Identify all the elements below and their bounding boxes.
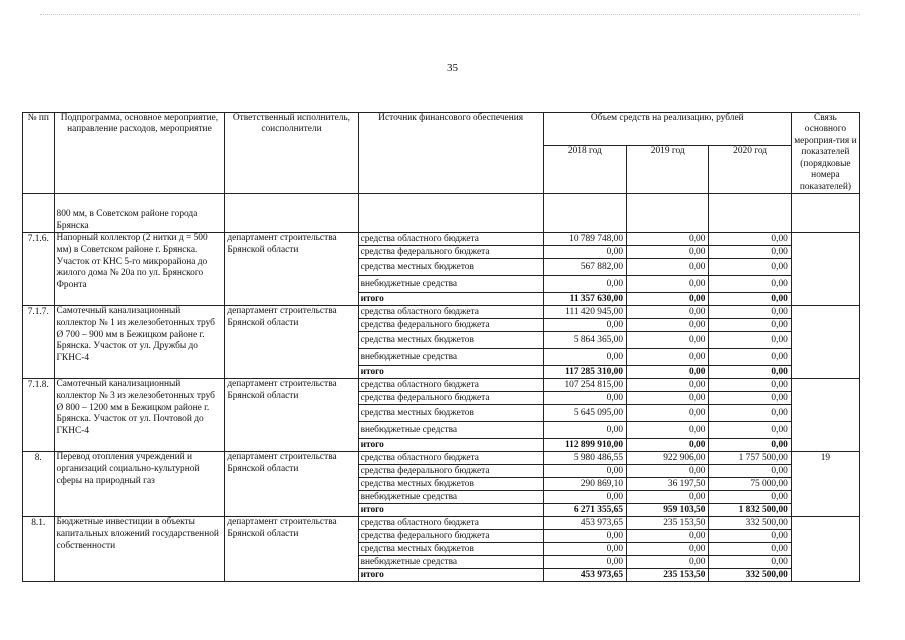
funding-source: средства областного бюджета bbox=[358, 452, 543, 465]
item-responsible: департамент строительства Брянской области bbox=[225, 452, 358, 517]
continuation-empty-cell bbox=[791, 194, 859, 233]
indicator-link bbox=[791, 379, 859, 452]
amount-2020: 1 832 500,00 bbox=[709, 504, 791, 517]
item-number: 8.1. bbox=[23, 517, 55, 582]
header-name: Подпрограмма, основное мероприятие, направление расходов, мероприятие bbox=[54, 113, 225, 194]
amount-2019: 0,00 bbox=[627, 405, 709, 422]
amount-2018: 0,00 bbox=[543, 422, 626, 439]
continuation-empty-cell bbox=[709, 194, 791, 233]
indicator-link bbox=[791, 233, 859, 306]
amount-2019: 0,00 bbox=[627, 439, 709, 452]
amount-2020: 332 500,00 bbox=[709, 517, 791, 530]
table-row bbox=[23, 517, 860, 530]
indicator-link bbox=[791, 517, 859, 582]
amount-2020: 0,00 bbox=[709, 366, 791, 379]
amount-2018: 0,00 bbox=[543, 465, 626, 478]
amount-2018: 5 980 486,55 bbox=[543, 452, 626, 465]
amount-2020: 0,00 bbox=[709, 379, 791, 392]
funding-source: внебюджетные средства bbox=[358, 276, 543, 293]
header-num: № пп bbox=[23, 113, 55, 194]
amount-2018: 11 357 630,00 bbox=[543, 293, 626, 306]
amount-2018: 0,00 bbox=[543, 543, 626, 556]
item-number: 7.1.6. bbox=[23, 233, 55, 306]
funding-source: средства федерального бюджета bbox=[358, 465, 543, 478]
amount-2020: 0,00 bbox=[709, 306, 791, 319]
header-year-2020: 2020 год bbox=[709, 145, 791, 194]
funding-source: средства областного бюджета bbox=[358, 379, 543, 392]
funding-source: итого bbox=[358, 366, 543, 379]
funding-source: средства местных бюджетов bbox=[358, 332, 543, 349]
funding-source: средства федерального бюджета bbox=[358, 319, 543, 332]
funding-source: средства местных бюджетов bbox=[358, 543, 543, 556]
amount-2020: 0,00 bbox=[709, 276, 791, 293]
budget-table bbox=[22, 112, 860, 582]
amount-2019: 0,00 bbox=[627, 332, 709, 349]
amount-2018: 453 973,65 bbox=[543, 569, 626, 582]
amount-2018: 107 254 815,00 bbox=[543, 379, 626, 392]
amount-2020: 0,00 bbox=[709, 543, 791, 556]
amount-2018: 6 271 355,65 bbox=[543, 504, 626, 517]
funding-source: средства федерального бюджета bbox=[358, 246, 543, 259]
continuation-empty-cell bbox=[543, 194, 626, 233]
amount-2020: 0,00 bbox=[709, 319, 791, 332]
amount-2020: 0,00 bbox=[709, 465, 791, 478]
amount-2019: 0,00 bbox=[627, 233, 709, 246]
amount-2020: 0,00 bbox=[709, 491, 791, 504]
item-description: Самотечный канализационный коллектор № 1 из железобетонных труб Ø 700 – 900 мм в Бежицком районе г. Брянска. Участок от ул. Дружбы до ГКНС-4 bbox=[54, 306, 225, 379]
amount-2018: 5 645 095,00 bbox=[543, 405, 626, 422]
amount-2018: 112 899 910,00 bbox=[543, 439, 626, 452]
indicator-link: 19 bbox=[791, 452, 859, 517]
amount-2020: 0,00 bbox=[709, 422, 791, 439]
funding-source: средства местных бюджетов bbox=[358, 478, 543, 491]
amount-2018: 0,00 bbox=[543, 349, 626, 366]
amount-2019: 0,00 bbox=[627, 465, 709, 478]
item-responsible: департамент строительства Брянской области bbox=[225, 517, 358, 582]
amount-2019: 0,00 bbox=[627, 543, 709, 556]
funding-source: средства местных бюджетов bbox=[358, 259, 543, 276]
scan-artifact-dots bbox=[40, 14, 860, 17]
table-body bbox=[23, 194, 860, 582]
item-number: 7.1.8. bbox=[23, 379, 55, 452]
amount-2020: 75 000,00 bbox=[709, 478, 791, 491]
header-link: Связь основного мероприя-тия и показателей (порядковые номера показателей) bbox=[791, 113, 859, 194]
amount-2020: 0,00 bbox=[709, 439, 791, 452]
funding-source: средства областного бюджета bbox=[358, 517, 543, 530]
item-description: Бюджетные инвестиции в объекты капитальных вложений государственной собственности bbox=[54, 517, 225, 582]
amount-2018: 111 420 945,00 bbox=[543, 306, 626, 319]
continuation-empty-cell bbox=[225, 194, 358, 233]
amount-2018: 453 973,65 bbox=[543, 517, 626, 530]
amount-2019: 959 103,50 bbox=[627, 504, 709, 517]
amount-2020: 0,00 bbox=[709, 233, 791, 246]
amount-2018: 567 882,00 bbox=[543, 259, 626, 276]
amount-2020: 0,00 bbox=[709, 332, 791, 349]
amount-2019: 0,00 bbox=[627, 276, 709, 293]
amount-2018: 0,00 bbox=[543, 246, 626, 259]
amount-2019: 0,00 bbox=[627, 491, 709, 504]
amount-2020: 0,00 bbox=[709, 349, 791, 366]
funding-source: итого bbox=[358, 569, 543, 582]
amount-2019: 0,00 bbox=[627, 246, 709, 259]
amount-2020: 0,00 bbox=[709, 530, 791, 543]
item-number: 8. bbox=[23, 452, 55, 517]
amount-2020: 0,00 bbox=[709, 259, 791, 276]
funding-source: внебюджетные средства bbox=[358, 422, 543, 439]
table-row bbox=[23, 452, 860, 465]
funding-source: итого bbox=[358, 504, 543, 517]
amount-2018: 5 864 365,00 bbox=[543, 332, 626, 349]
amount-2019: 0,00 bbox=[627, 349, 709, 366]
funding-source: средства федерального бюджета bbox=[358, 392, 543, 405]
funding-source: средства областного бюджета bbox=[358, 233, 543, 246]
table-row bbox=[23, 233, 860, 246]
amount-2018: 0,00 bbox=[543, 392, 626, 405]
amount-2019: 36 197,50 bbox=[627, 478, 709, 491]
item-description: Напорный коллектор (2 нитки д = 500 мм) в Советском районе г. Брянска. Участок от КНС 5-го микрорайона до жилого дома № 20а по ул. Брянского Фронта bbox=[54, 233, 225, 306]
funding-source: внебюджетные средства bbox=[358, 491, 543, 504]
amount-2019: 922 906,00 bbox=[627, 452, 709, 465]
amount-2019: 0,00 bbox=[627, 293, 709, 306]
amount-2018: 0,00 bbox=[543, 319, 626, 332]
continuation-row bbox=[23, 194, 860, 233]
amount-2020: 332 500,00 bbox=[709, 569, 791, 582]
amount-2019: 235 153,50 bbox=[627, 569, 709, 582]
table-row bbox=[23, 379, 860, 392]
header-year-2019: 2019 год bbox=[627, 145, 709, 194]
header-volume: Объем средств на реализацию, рублей bbox=[543, 113, 791, 146]
amount-2020: 0,00 bbox=[709, 246, 791, 259]
item-responsible: департамент строительства Брянской области bbox=[225, 379, 358, 452]
amount-2018: 117 285 310,00 bbox=[543, 366, 626, 379]
amount-2018: 0,00 bbox=[543, 556, 626, 569]
indicator-link bbox=[791, 306, 859, 379]
item-responsible: департамент строительства Брянской области bbox=[225, 306, 358, 379]
header-responsible: Ответственный исполнитель, соисполнители bbox=[225, 113, 358, 194]
funding-source: внебюджетные средства bbox=[358, 556, 543, 569]
amount-2020: 0,00 bbox=[709, 392, 791, 405]
amount-2018: 0,00 bbox=[543, 491, 626, 504]
funding-source: итого bbox=[358, 293, 543, 306]
header-year-2018: 2018 год bbox=[543, 145, 626, 194]
amount-2019: 0,00 bbox=[627, 556, 709, 569]
amount-2019: 0,00 bbox=[627, 306, 709, 319]
funding-source: внебюджетные средства bbox=[358, 349, 543, 366]
amount-2020: 0,00 bbox=[709, 293, 791, 306]
amount-2019: 0,00 bbox=[627, 366, 709, 379]
amount-2020: 0,00 bbox=[709, 405, 791, 422]
page-number: 35 bbox=[447, 62, 458, 74]
continuation-empty-cell bbox=[358, 194, 543, 233]
amount-2018: 290 869,10 bbox=[543, 478, 626, 491]
funding-source: средства областного бюджета bbox=[358, 306, 543, 319]
amount-2019: 235 153,50 bbox=[627, 517, 709, 530]
item-description: Перевод отопления учреждений и организаций социально-культурной сферы на природный газ bbox=[54, 452, 225, 517]
amount-2019: 0,00 bbox=[627, 392, 709, 405]
amount-2018: 10 789 748,00 bbox=[543, 233, 626, 246]
continuation-text: 800 мм, в Советском районе города Брянска bbox=[54, 194, 225, 233]
amount-2018: 0,00 bbox=[543, 530, 626, 543]
funding-source: средства местных бюджетов bbox=[358, 405, 543, 422]
amount-2019: 0,00 bbox=[627, 422, 709, 439]
continuation-empty-cell bbox=[627, 194, 709, 233]
amount-2019: 0,00 bbox=[627, 319, 709, 332]
amount-2020: 0,00 bbox=[709, 556, 791, 569]
item-description: Самотечный канализационный коллектор № 3 из железобетонных труб Ø 800 – 1200 мм в Бежицком районе г. Брянска. Участок от ул. Почтовой до ГКНС-4 bbox=[54, 379, 225, 452]
funding-source: средства федерального бюджета bbox=[358, 530, 543, 543]
amount-2020: 1 757 500,00 bbox=[709, 452, 791, 465]
header-source: Источник финансового обеспечения bbox=[358, 113, 543, 194]
continuation-num-cell bbox=[23, 194, 55, 233]
funding-source: итого bbox=[358, 439, 543, 452]
item-number: 7.1.7. bbox=[23, 306, 55, 379]
amount-2019: 0,00 bbox=[627, 530, 709, 543]
amount-2019: 0,00 bbox=[627, 259, 709, 276]
item-responsible: департамент строительства Брянской области bbox=[225, 233, 358, 306]
amount-2018: 0,00 bbox=[543, 276, 626, 293]
amount-2019: 0,00 bbox=[627, 379, 709, 392]
table-row bbox=[23, 306, 860, 319]
